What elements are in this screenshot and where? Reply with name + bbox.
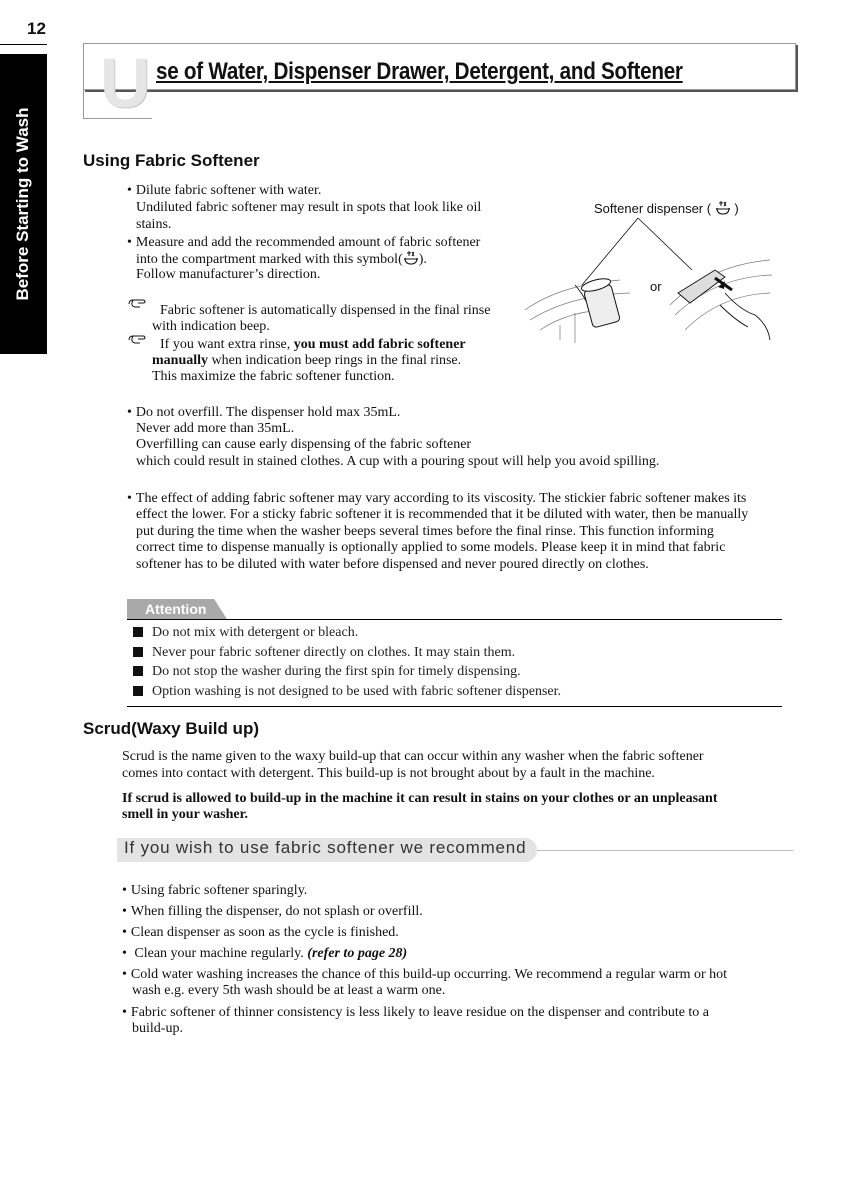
title-initial: U: [100, 44, 151, 122]
square-bullet-icon: [133, 647, 143, 657]
attention-item-text: Do not mix with detergent or bleach.: [152, 625, 359, 640]
recommend-item: • Fabric softener of thinner consistency is less likely to leave residue on the dispenser and contribute to a: [122, 1004, 709, 1021]
side-tab-label: Before Starting to Wash: [13, 107, 32, 301]
pointing-hand-icon: [127, 297, 147, 309]
recommend-item: • Using fabric softener sparingly.: [122, 882, 307, 899]
page-number-rule: [0, 44, 47, 45]
note-text: [152, 352, 461, 369]
softener-symbol-icon: [715, 200, 731, 215]
warning-text: If scrud is allowed to build-up in the machine it can result in stains on your clothes or an unpleasant: [122, 791, 718, 806]
note-text: Fabric softener is automatically dispensed in the final rinse: [160, 303, 491, 318]
pointing-hand-icon: [127, 333, 147, 345]
bullet-text: • Dilute fabric softener with water.: [127, 182, 321, 199]
recommend-heading: If you wish to use fabric softener we recommend: [124, 838, 527, 857]
note-text: [160, 336, 466, 353]
body-text: put during the time when the washer beeps several times before the final rinse. This function informing: [136, 524, 714, 539]
square-bullet-icon: [133, 627, 143, 637]
figure-label: [594, 200, 739, 216]
body-text-part: into the compartment marked with this symbol(: [136, 252, 403, 267]
bullet-text: • Do not overfill. The dispenser hold max 35mL.: [127, 404, 400, 421]
recommend-item: • Cold water washing increases the chance of this build-up occurring. We recommend a regular warm or hot: [122, 966, 727, 983]
recommend-item: • When filling the dispenser, do not splash or overfill.: [122, 903, 423, 920]
recommend-item-continued: wash e.g. every 5th wash should be at least a warm one.: [132, 983, 446, 998]
body-text: Scrud is the name given to the waxy build-up that can occur within any washer when the fabric softener: [122, 749, 704, 764]
attention-item: [133, 684, 561, 700]
note-text-bold: manually: [152, 353, 209, 368]
figure-label-text: Softener dispenser (: [594, 201, 712, 216]
note-text: This maximize the fabric softener function.: [152, 369, 395, 384]
side-tab: [0, 54, 47, 354]
recommend-item: • Clean dispenser as soon as the cycle is finished.: [122, 924, 399, 941]
body-text: Never add more than 35mL.: [136, 421, 295, 436]
section-heading-softener: Using Fabric Softener: [83, 151, 260, 170]
body-text: stains.: [136, 217, 172, 232]
square-bullet-icon: [133, 686, 143, 696]
section-heading-scrud: Scrud(Waxy Build up): [83, 719, 259, 738]
body-text: correct time to dispense manually is optionally applied to some models. Please keep it in mind that fabric: [136, 540, 726, 555]
body-text: softener has to be diluted with water before dispensed and never poured directly on clothes.: [136, 557, 649, 572]
attention-item-text: Do not stop the washer during the first spin for timely dispensing.: [152, 664, 521, 679]
body-text: comes into contact with detergent. This build-up is not brought about by a fault in the machine.: [122, 766, 655, 781]
body-text: which could result in stained clothes. A cup with a pouring spout will help you avoid spilling.: [136, 454, 660, 469]
attention-label: Attention: [145, 601, 207, 617]
attention-item: [133, 625, 358, 641]
figure-label-text: ): [734, 201, 739, 216]
body-text: Follow manufacturer’s direction.: [136, 267, 321, 282]
attention-item-text: Never pour fabric softener directly on clothes. It may stain them.: [152, 645, 516, 660]
attention-bottom-rule: [127, 706, 782, 707]
recommend-item-text: Clean your machine regularly.: [134, 946, 308, 961]
body-text-part: ).: [418, 252, 427, 267]
figure-or-label: or: [650, 279, 662, 294]
attention-item-text: Option washing is not designed to be used with fabric softener dispenser.: [152, 684, 562, 699]
note-text-part: If you want extra rinse,: [160, 337, 294, 352]
body-text: Overfilling can cause early dispensing of the fabric softener: [136, 437, 472, 452]
warning-text: smell in your washer.: [122, 807, 249, 822]
body-text: Undiluted fabric softener may result in spots that look like oil: [136, 200, 482, 215]
note-text-part: when indication beep rings in the final rinse.: [208, 353, 462, 368]
page-number: 12: [27, 19, 46, 38]
body-text: effect the lower. For a sticky fabric softener it is recommended that it be diluted with water, then be manually: [136, 507, 749, 522]
recommend-item-continued: build-up.: [132, 1021, 183, 1036]
bullet-text: • Measure and add the recommended amount of fabric softener: [127, 234, 480, 251]
attention-top-rule: [127, 619, 782, 620]
note-text: with indication beep.: [152, 319, 270, 334]
bullet-text: • The effect of adding fabric softener may vary according to its viscosity. The stickier fabric softener makes its: [127, 490, 746, 507]
page-title: se of Water, Dispenser Drawer, Detergent, and Softener: [156, 58, 683, 85]
page-reference: (refer to page 28): [307, 946, 408, 961]
softener-symbol-icon: [403, 250, 419, 265]
attention-item: [133, 664, 521, 680]
attention-item: [133, 645, 515, 661]
recommend-rule: [537, 850, 793, 851]
note-text-bold: you must add fabric softener: [293, 337, 466, 352]
square-bullet-icon: [133, 666, 143, 676]
recommend-item: [122, 945, 407, 962]
